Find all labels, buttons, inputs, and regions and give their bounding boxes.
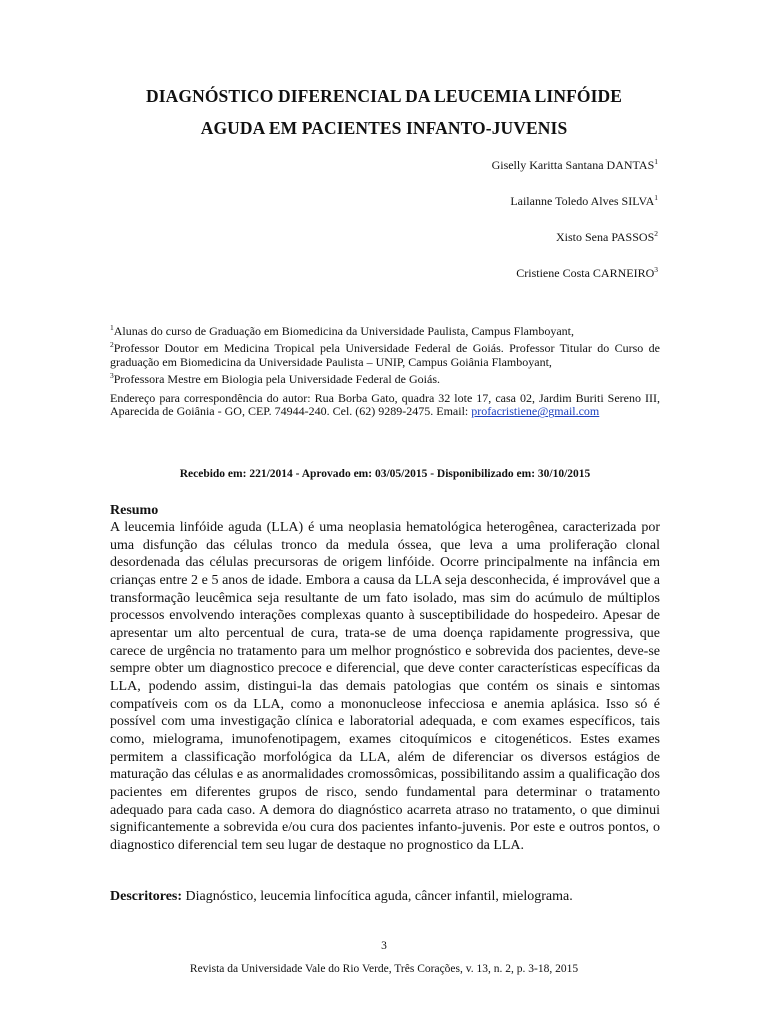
affiliation-2 xyxy=(110,338,660,369)
page-number: 3 xyxy=(381,940,387,952)
author-3 xyxy=(556,229,658,245)
abstract-body: A leucemia linfóide aguda (LLA) é uma neoplasia hematológica heterogênea, caracterizada por uma disfunção das células tronco da medula óssea, que leva a uma proliferação clonal desordenada das células precursoras de origem linfóide. Ocorre principalmente na infância em crianças entre 2 e 5 anos de idade. Embora a causa da LLA seja desconhecida, é improvável que a transformação leucêmica seja resultante de um fato isolado, mas sim do acúmulo de múltiplos processos envolvendo interações complexas quanto à susceptibilidade do hospedeiro. Apesar de apresentar um alto percentual de cura, trata-se de uma doença rapidamente progressiva, que carece de urgência no tratamento para um melhor prognóstico e sobrevida dos pacientes, deve-se sempre obter um diagnostico precoce e diferencial, que deve conter características específicas da LLA, podendo assim, distingui-la das demais patologias que contém os sinais e sintomas compatíveis com os da LLA, como a mononucleose infecciosa e anemia aplásica. Isso só é possível com uma investigação clínica e laboratorial adequada, e com exames específicos, tais como, mielograma, imunofenotipagem, exames citoquímicos e citogenéticos. Estes exames permitem a classificação morfológica da LLA, além de diferenciar os diversos estágios de maturação das células e as anormalidades cromossômicas, possibilitando assim a qualificação dos pacientes em diferentes grupos de risco, sendo fundamental para determinar o tratamento adequado para cada caso. A demora do diagnóstico acarreta atraso no tratamento, o que diminui significantemente a sobrevida e/ou cura dos pacientes infanto-juvenis. Por este e outros pontos, o diagnostico diferencial tem seu lugar de destaque no prognostico da LLA. xyxy=(110,520,660,853)
keywords xyxy=(110,889,573,905)
keywords-text: Diagnóstico, leucemia linfocítica aguda, câncer infantil, mielograma. xyxy=(185,889,573,904)
email-link[interactable]: profacristiene@gmail.com xyxy=(471,404,600,419)
author-sup: 3 xyxy=(654,265,658,274)
submission-dates: Recebido em: 221/2014 - Aprovado em: 03/05/2015 - Disponibilizado em: 30/10/2015 xyxy=(179,468,591,480)
affiliation-sup: 3 xyxy=(110,371,114,381)
author-name: Lailanne Toledo Alves SILVA xyxy=(510,194,655,208)
author-name: Xisto Sena PASSOS xyxy=(555,230,655,244)
affiliation-text: Alunas do curso de Graduação em Biomedicina da Universidade Paulista, Campus Flamboyant, xyxy=(113,324,574,338)
author-1 xyxy=(492,157,658,173)
keywords-label: Descritores: xyxy=(110,889,183,904)
title-line-1: DIAGNÓSTICO DIFERENCIAL DA LEUCEMIA LINFÓIDE xyxy=(145,86,622,106)
author-sup: 1 xyxy=(654,157,658,166)
correspondence-text: Endereço para correspondência do autor: Rua Borba Gato, quadra 32 lote 17, casa 02, Jardim Buriti Sereno III, Aparecida de Goiânia - GO, CEP. 74944-240. Cel. (62) 9289-2475. Email: xyxy=(110,391,660,419)
author-name: Cristiene Costa CARNEIRO xyxy=(516,266,655,280)
correspondence xyxy=(110,392,660,419)
affiliation-sup: 1 xyxy=(110,323,114,332)
journal-footer: Revista da Universidade Vale do Rio Verde, Três Corações, v. 13, n. 2, p. 3-18, 2015 xyxy=(189,963,579,975)
affiliation-text: Professor Doutor em Medicina Tropical pela Universidade Federal de Goiás. Professor Titular do Curso de graduação em Biomedicina da Universidade Paulista – UNIP, Campus Goiânia Flamboyant, xyxy=(110,341,660,369)
author-name: Giselly Karitta Santana DANTAS xyxy=(491,158,655,172)
abstract-heading: Resumo xyxy=(110,503,159,518)
affiliation-3 xyxy=(110,369,660,386)
title-line-2: AGUDA EM PACIENTES INFANTO-JUVENIS xyxy=(200,118,568,138)
affiliation-text: Professora Mestre em Biologia pela Universidade Federal de Goiás. xyxy=(113,372,440,387)
affiliation-1 xyxy=(110,321,660,338)
author-2 xyxy=(510,193,658,209)
author-sup: 2 xyxy=(654,229,658,238)
author-sup: 1 xyxy=(654,193,658,202)
affiliations xyxy=(110,321,660,387)
affiliation-sup: 2 xyxy=(110,340,114,350)
author-4 xyxy=(516,265,658,281)
